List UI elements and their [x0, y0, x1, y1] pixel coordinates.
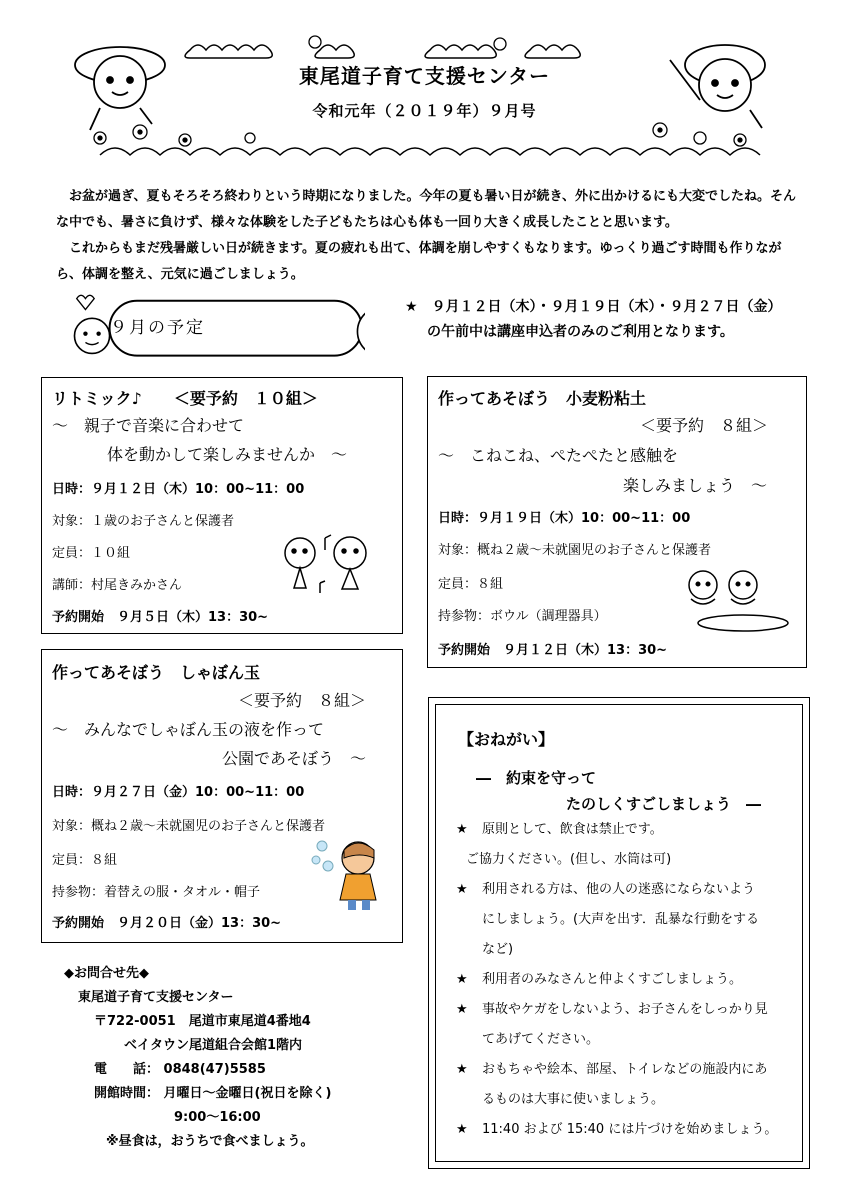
schedule-label-frame — [45, 292, 365, 360]
notice-line-1: ★ ９月１２日（木）・９月１９日（木）・９月２７日（金） — [405, 299, 782, 315]
event-rhythmic-desc-1: ～ 親子で音楽に合わせて — [52, 416, 245, 435]
request-item-line: 利用される方は、他の人の迷惑にならないよう — [482, 882, 756, 897]
notice — [405, 295, 782, 345]
contact-phone: 0848(47)5585 — [163, 1062, 266, 1077]
requests-sub-1: ― 約束を守って — [476, 769, 597, 787]
contact-heading: ◆お問合せ先◆ — [64, 966, 149, 981]
event-bubbles-title: 作ってあそぼう しゃぼん玉 — [52, 663, 261, 682]
request-item-line: 原則として、飲食は禁止です。 — [482, 822, 663, 837]
event-clay-capacity: 定員：８組 — [438, 577, 504, 592]
event-rhythmic-target: 対象：１歳のお子さんと保護者 — [52, 514, 235, 529]
notice-line-2: の午前中は講座申込者のみのご利用となります。 — [427, 324, 734, 340]
star-icon: ★ — [456, 1002, 468, 1017]
event-bubbles-desc-1: ～ みんなでしゃぼん玉の液を作って — [52, 720, 325, 739]
cloud-right — [525, 45, 580, 58]
bubble-girl-illustration — [310, 836, 390, 916]
event-clay-bring: 持参物：ボウル（調理器具） — [438, 609, 607, 624]
cloud-mid2 — [425, 45, 496, 58]
event-rhythmic — [41, 377, 403, 634]
event-bubbles-desc-2: 公園であそぼう ～ — [222, 749, 367, 768]
event-rhythmic-reservation: 予約開始 ９月５日（木）13：30~ — [52, 610, 269, 625]
request-item — [456, 815, 786, 875]
request-item — [456, 1055, 786, 1115]
event-bubbles-bring: 持参物：着替えの服・タオル・帽子 — [52, 885, 261, 900]
event-bubbles-target: 対象：概ね２歳～未就園児のお子さんと保護者 — [52, 819, 326, 834]
intro-paragraph-2: これからもまだ残暑厳しい日が続きます。夏の疲れも出て、体調を崩しやすくもなります。ゆっくり過ごす時間も作りながら、体調を整え、元気に過ごしましょう。 — [56, 241, 782, 282]
event-rhythmic-desc-2: 体を動かして楽しみませんか ～ — [107, 445, 348, 464]
requests-heading: 【おねがい】 — [458, 730, 555, 749]
event-bubbles-capacity: 定員：８組 — [52, 853, 118, 868]
intro-paragraph-1: お盆が過ぎ、夏もそろそろ終わりという時期になりました。今年の夏も暑い日が続き、外に出かけるにも大変でしたね。そんな中でも、暑さに負けず、様々な体験をした子どもたちは心も体も一回り大きく成長したことと思います。 — [56, 189, 796, 230]
event-clay-reservation: 予約開始 ９月１２日（木）13：30~ — [438, 643, 668, 658]
star-icon: ★ — [456, 972, 468, 987]
request-item-line: るものは大事に使いましょう。 — [482, 1092, 665, 1107]
contact-phone-label: 電 話： — [94, 1062, 160, 1077]
star-icon: ★ — [456, 1122, 468, 1137]
event-bubbles-reservation: 予約開始 ９月２０日（金）13：30~ — [52, 916, 282, 931]
event-bubbles — [41, 649, 403, 943]
contact-hours-label: 開館時間： — [94, 1086, 160, 1101]
requests-sub-2: たのしくすごしましょう ― — [566, 795, 762, 813]
event-clay-date: 日時：９月１９日（木）10：00~11：00 — [438, 511, 691, 526]
request-item-line: など) — [482, 942, 514, 957]
request-item — [456, 995, 786, 1055]
cloud-mid — [315, 45, 354, 58]
event-clay-reserve: ＜要予約 ８組＞ — [640, 416, 769, 435]
event-clay-target: 対象：概ね２歳～未就園児のお子さんと保護者 — [438, 543, 712, 558]
event-bubbles-date: 日時：９月２７日（金）10：00~11：00 — [52, 785, 305, 800]
page-title: 東尾道子育て支援センター — [298, 64, 551, 88]
event-clay — [427, 376, 807, 668]
request-item — [456, 875, 786, 965]
request-item-line: にしましょう。(大声を出す．乱暴な行動をする — [482, 912, 760, 927]
request-item-line: 利用者のみなさんと仲よくすごしましょう。 — [482, 972, 743, 987]
event-rhythmic-capacity: 定員：１０組 — [52, 546, 131, 561]
contact-lunch-note: ※昼食は，おうちで食べましょう。 — [106, 1134, 314, 1149]
schedule-label: ９月の予定 — [110, 318, 205, 338]
event-clay-desc-2: 楽しみましょう ～ — [623, 476, 768, 495]
header-decoration — [60, 20, 790, 170]
star-icon: ★ — [456, 822, 468, 837]
cloud-left — [185, 45, 272, 58]
dancing-kids-illustration — [270, 528, 390, 608]
event-bubbles-reserve: ＜要予約 ８組＞ — [238, 691, 367, 710]
clay-kids-illustration — [673, 565, 793, 637]
event-clay-title: 作ってあそぼう 小麦粉粘土 — [438, 389, 647, 408]
requests-box — [428, 697, 810, 1169]
star-icon: ★ — [456, 882, 468, 897]
issue-date: 令和元年（２０１９年）９月号 — [312, 102, 537, 120]
request-item-line: おもちゃや絵本、部屋、トイレなどの施設内にあ — [482, 1062, 768, 1077]
intro-text — [56, 184, 804, 288]
request-item-line: てあげてください。 — [482, 1032, 600, 1047]
event-rhythmic-teacher: 講師：村尾きみかさん — [52, 578, 183, 593]
contact-hours-time: 9:00～16:00 — [174, 1110, 261, 1125]
contact-hours-days: 月曜日～金曜日(祝日を除く) — [163, 1086, 332, 1101]
contact-name: 東尾道子育て支援センター — [78, 990, 234, 1005]
contact-address-2: ベイタウン尾道組合会館1階内 — [124, 1038, 303, 1053]
event-rhythmic-title: リトミック♪ ＜要予約 １０組＞ — [52, 389, 318, 408]
request-item — [456, 1115, 786, 1145]
request-item-line: 事故やケガをしないよう、お子さんをしっかり見 — [482, 1002, 768, 1017]
request-item-line: ご協力ください。(但し、水筒は可) — [466, 852, 672, 867]
request-item — [456, 965, 786, 995]
request-item-line: 11:40 および 15:40 には片づけを始めましょう。 — [482, 1122, 778, 1137]
star-icon: ★ — [456, 1062, 468, 1077]
event-clay-desc-1: ～ こねこね、ぺたぺたと感触を — [438, 446, 679, 465]
event-rhythmic-date: 日時：９月１２日（木）10：00~11：00 — [52, 482, 305, 497]
contact-address-1: 〒722-0051 尾道市東尾道4番地4 — [94, 1014, 311, 1029]
contact-info — [64, 962, 331, 1154]
